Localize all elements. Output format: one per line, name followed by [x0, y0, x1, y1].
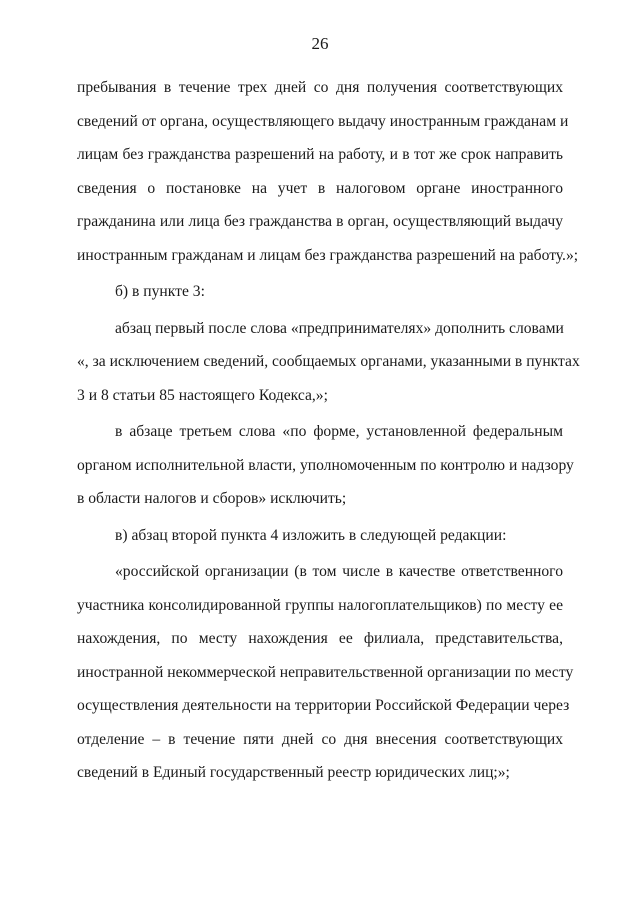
paragraph-quoted-redaction — [77, 555, 574, 790]
text-line: «российской организации (в том числе в качестве ответственного — [115, 563, 563, 580]
text-line: осуществления деятельности на территории Российской Федерации через — [77, 697, 570, 714]
text-line: в области налогов и сборов» исключить; — [77, 490, 347, 507]
text-line: участника консолидированной группы налогоплательщиков) по месту ее — [77, 596, 563, 614]
text-line: иностранным гражданам и лицам без гражданства разрешений на работу.»; — [77, 246, 579, 264]
text-line: в) абзац второй пункта 4 изложить в следующей редакции: — [115, 526, 507, 544]
paragraph-item-b — [77, 275, 563, 309]
paragraph-first-abzac — [77, 312, 580, 413]
text-line: сведения о постановке на учет в налоговом органе иностранного — [77, 179, 563, 197]
text-line: нахождения, по месту нахождения ее филиала, представительства, — [77, 630, 563, 647]
text-line: б) в пункте 3: — [115, 283, 205, 300]
text-line: гражданина или лица без гражданства в орган, осуществляющий выдачу — [77, 213, 563, 230]
page-number: 26 — [311, 34, 329, 53]
text-line: 3 и 8 статьи 85 настоящего Кодекса,»; — [77, 386, 328, 404]
text-line: сведений в Единый государственный реестр юридических лиц;»; — [77, 764, 510, 781]
text-line: лицам без гражданства разрешений на работу, и в тот же срок направить — [77, 146, 563, 163]
text-line: органом исполнительной власти, уполномоченным по контролю и надзору — [77, 456, 574, 474]
paragraph-third-abzac — [77, 415, 574, 516]
paragraph-item-v — [77, 519, 563, 553]
text-line: «, за исключением сведений, сообщаемых органами, указанными в пунктах — [77, 353, 580, 370]
document-body — [77, 71, 580, 790]
text-line: абзац первый после слова «предпринимателях» дополнить словами — [115, 319, 564, 337]
text-line: иностранной некоммерческой неправительственной организации по месту — [77, 663, 574, 681]
paragraph-continuation — [77, 71, 579, 272]
text-line: пребывания в течение трех дней со дня получения соответствующих — [77, 79, 563, 96]
text-line: отделение – в течение пяти дней со дня внесения соответствующих — [77, 730, 563, 748]
text-line: в абзаце третьем слова «по форме, установленной федеральным — [115, 423, 563, 440]
text-line: сведений от органа, осуществляющего выдачу иностранным гражданам и — [77, 112, 569, 130]
